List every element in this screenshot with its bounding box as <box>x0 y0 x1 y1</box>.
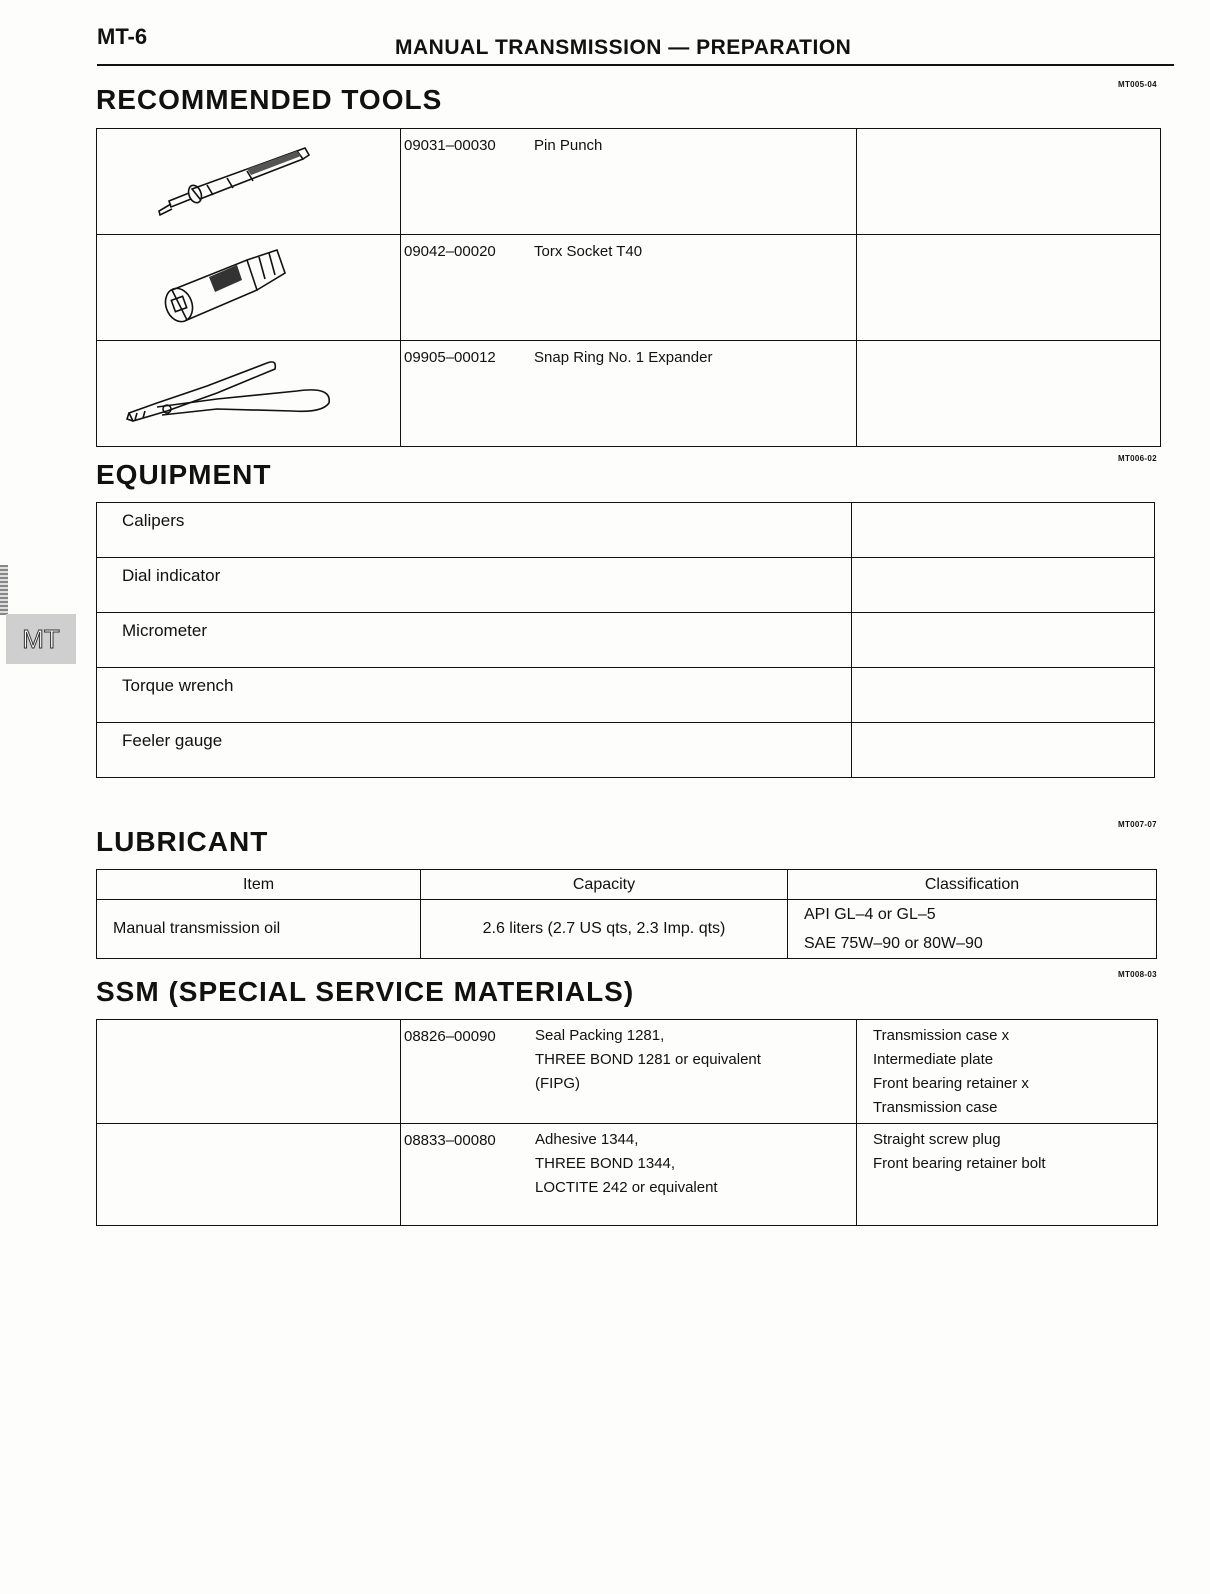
ssm-row <box>97 1020 1158 1124</box>
lubricant-header-classification: Classification <box>788 870 1157 900</box>
ssm-use <box>873 1024 1029 1120</box>
section-side-tab: MT <box>6 614 76 664</box>
tool-name: Pin Punch <box>534 137 603 154</box>
tool-name: Snap Ring No. 1 Expander <box>534 349 713 366</box>
recommended-tools-table <box>96 128 1161 447</box>
torx-socket-icon <box>97 235 397 335</box>
equipment-note-cell <box>852 613 1155 668</box>
tool-image-cell <box>97 341 401 447</box>
ssm-name <box>535 1024 761 1096</box>
equipment-row <box>97 503 1155 558</box>
lubricant-code: MT007-07 <box>1118 820 1157 829</box>
ssm-use <box>873 1128 1046 1176</box>
tool-image-cell <box>97 235 401 341</box>
equipment-row <box>97 723 1155 778</box>
ssm-name-line: (FIPG) <box>535 1075 580 1092</box>
classification-line: SAE 75W–90 or 80W–90 <box>804 935 983 952</box>
ssm-name <box>535 1128 718 1200</box>
equipment-item: Feeler gauge <box>97 723 852 778</box>
ssm-image-cell <box>97 1020 401 1124</box>
ssm-name-line: LOCTITE 242 or equivalent <box>535 1179 718 1196</box>
lubricant-classification <box>788 900 1157 959</box>
lubricant-table <box>96 869 1157 959</box>
ssm-row <box>97 1124 1158 1226</box>
ssm-table <box>96 1019 1158 1226</box>
equipment-item: Calipers <box>97 503 852 558</box>
tool-row <box>97 235 1161 341</box>
equipment-row <box>97 668 1155 723</box>
recommended-tools-code: MT005-04 <box>1118 80 1157 89</box>
equipment-code: MT006-02 <box>1118 454 1157 463</box>
tool-part-number: 09905–00012 <box>404 349 496 366</box>
snap-ring-expander-icon <box>97 341 397 441</box>
ssm-info-cell <box>401 1020 857 1124</box>
ssm-code: MT008-03 <box>1118 970 1157 979</box>
ssm-part-number: 08826–00090 <box>404 1028 496 1045</box>
equipment-item: Dial indicator <box>97 558 852 613</box>
ssm-name-line: THREE BOND 1344, <box>535 1155 676 1172</box>
ssm-part-number: 08833–00080 <box>404 1132 496 1149</box>
classification-line: API GL–4 or GL–5 <box>804 906 936 923</box>
lubricant-item: Manual transmission oil <box>97 900 421 959</box>
page-number: MT-6 <box>97 24 148 49</box>
tool-part-number: 09042–00020 <box>404 243 496 260</box>
ssm-use-line: Transmission case x <box>873 1027 1010 1044</box>
recommended-tools-title: RECOMMENDED TOOLS <box>96 84 443 115</box>
ssm-info-cell <box>401 1124 857 1226</box>
tool-image-cell <box>97 129 401 235</box>
equipment-note-cell <box>852 503 1155 558</box>
lubricant-title: LUBRICANT <box>96 826 269 857</box>
equipment-item: Torque wrench <box>97 668 852 723</box>
ssm-use-line: Intermediate plate <box>873 1051 994 1068</box>
lubricant-row <box>97 900 1157 959</box>
equipment-note-cell <box>852 723 1155 778</box>
tool-note-cell <box>857 129 1161 235</box>
equipment-row <box>97 558 1155 613</box>
page-title: MANUAL TRANSMISSION — PREPARATION <box>395 36 852 59</box>
lubricant-header-item: Item <box>97 870 421 900</box>
tool-info-cell <box>401 235 857 341</box>
ssm-use-cell <box>857 1124 1158 1226</box>
tool-note-cell <box>857 235 1161 341</box>
ssm-use-line: Straight screw plug <box>873 1131 1001 1148</box>
lubricant-capacity: 2.6 liters (2.7 US qts, 2.3 Imp. qts) <box>421 900 788 959</box>
tool-row <box>97 341 1161 447</box>
ssm-use-line: Transmission case <box>873 1099 998 1116</box>
tool-part-number: 09031–00030 <box>404 137 496 154</box>
lubricant-header-capacity: Capacity <box>421 870 788 900</box>
side-edge-mark <box>0 565 8 615</box>
ssm-use-line: Front bearing retainer x <box>873 1075 1029 1092</box>
ssm-title: SSM (SPECIAL SERVICE MATERIALS) <box>96 976 635 1007</box>
equipment-item: Micrometer <box>97 613 852 668</box>
ssm-name-line: THREE BOND 1281 or equivalent <box>535 1051 761 1068</box>
tool-note-cell <box>857 341 1161 447</box>
equipment-note-cell <box>852 668 1155 723</box>
ssm-name-line: Seal Packing 1281, <box>535 1027 665 1044</box>
equipment-row <box>97 613 1155 668</box>
tool-info-cell <box>401 129 857 235</box>
tool-name: Torx Socket T40 <box>534 243 643 260</box>
ssm-image-cell <box>97 1124 401 1226</box>
ssm-use-line: Front bearing retainer bolt <box>873 1155 1046 1172</box>
tool-row <box>97 129 1161 235</box>
ssm-use-cell <box>857 1020 1158 1124</box>
equipment-title: EQUIPMENT <box>96 459 272 490</box>
equipment-table <box>96 502 1155 778</box>
header-rule <box>97 64 1174 66</box>
tool-info-cell <box>401 341 857 447</box>
ssm-name-line: Adhesive 1344, <box>535 1131 639 1148</box>
lubricant-header-row <box>97 870 1157 900</box>
pin-punch-icon <box>97 129 397 229</box>
equipment-note-cell <box>852 558 1155 613</box>
